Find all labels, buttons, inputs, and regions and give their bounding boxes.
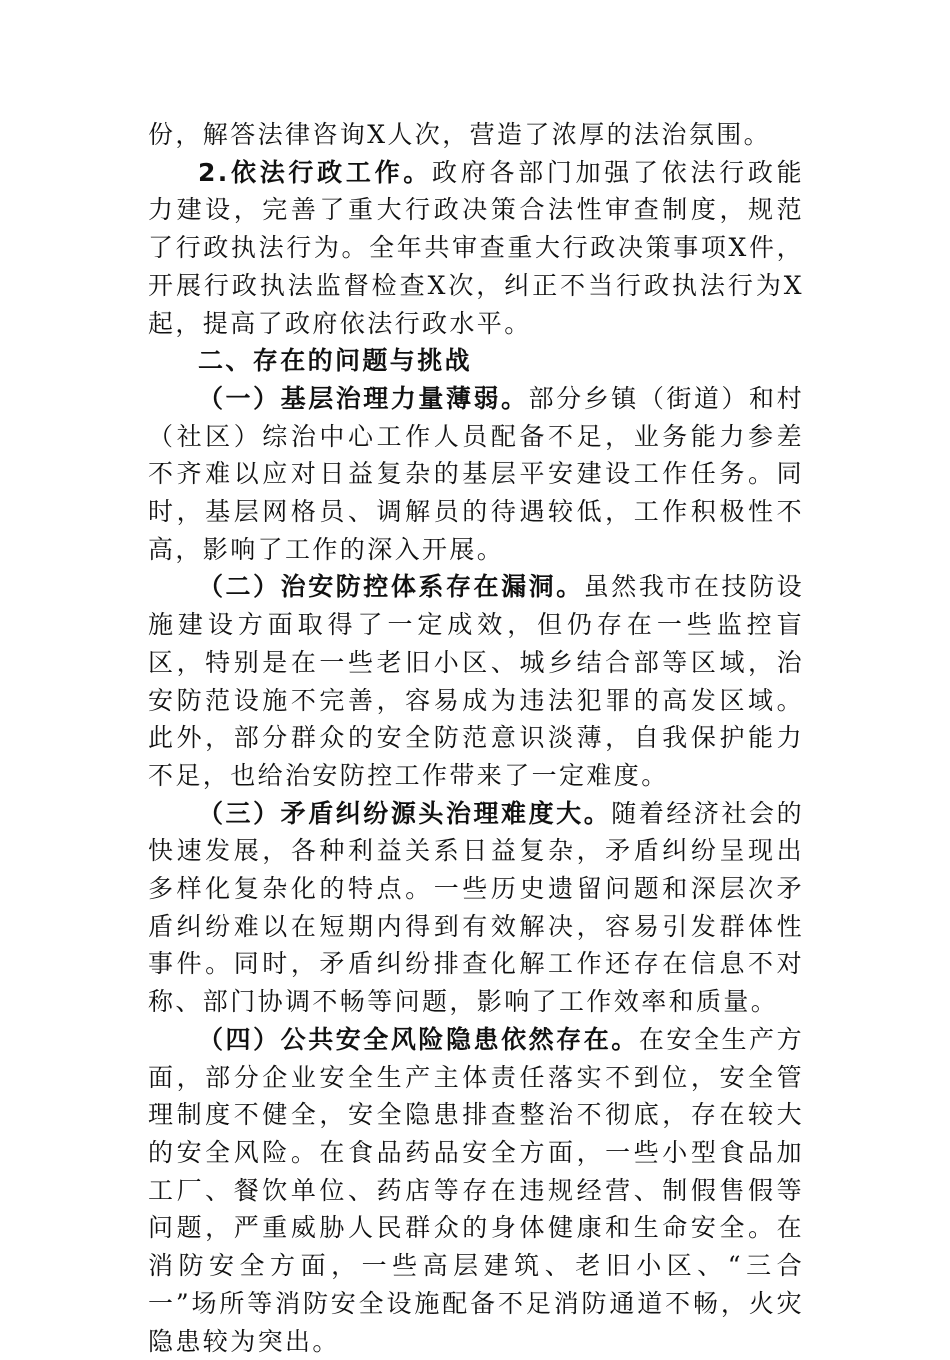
paragraph-text: 政府各部门加强了依法行政能力建设，完善了重大行政决策合法性审查制度，规范了行政执法行为。全年共审查重大行政决策事项X件，开展行政执法监督检查X次，纠正不当行政执法行为X起，提高了政府依法行政水平。 (148, 157, 804, 338)
paragraph-public-safety (148, 1021, 804, 1360)
section-heading: 二、存在的问题与挑战 (198, 346, 473, 376)
paragraph-lead: （三）矛盾纠纷源头治理难度大。 (198, 798, 612, 828)
paragraph-dispute-resolution (148, 795, 804, 1021)
paragraph-lead: （一）基层治理力量薄弱。 (198, 383, 529, 413)
document-body (148, 116, 804, 1360)
paragraph-law-administration (148, 154, 804, 343)
paragraph-text: 随着经济社会的快速发展，各种利益关系日益复杂，矛盾纠纷呈现出多样化复杂化的特点。一些历史遗留问题和深层次矛盾纠纷难以在短期内得到有效解决，容易引发群体性事件。同时，矛盾纠纷排查化解工作还存在信息不对称、部门协调不畅等问题，影响了工作效率和质量。 (148, 798, 804, 1017)
paragraph-lead: （四）公共安全风险隐患依然存在。 (198, 1024, 639, 1054)
paragraph-grassroots-governance (148, 380, 804, 569)
paragraph-text: 虽然我市在技防设施建设方面取得了一定成效，但仍存在一些监控盲区，特别是在一些老旧小区、城乡结合部等区域，治安防范设施不完善，容易成为违法犯罪的高发区域。此外，部分群众的安全防范意识淡薄，自我保护能力不足，也给治安防控工作带来了一定难度。 (148, 572, 804, 790)
paragraph-lead: （二）治安防控体系存在漏洞。 (198, 572, 584, 602)
paragraph-text: 在安全生产方面，部分企业安全生产主体责任落实不到位，安全管理制度不健全，安全隐患排查整治不彻底，存在较大的安全风险。在食品药品安全方面，一些小型食品加工厂、餐饮单位、药店等存在违规经营、制假售假等问题，严重威胁人民群众的身体健康和生命安全。在消防安全方面，一些高层建筑、老旧小区、“三合一”场所等消防安全设施配备不足消防通道不畅，火灾隐患较为突出。 (148, 1024, 805, 1356)
paragraph-security-system (148, 568, 804, 794)
paragraph-lead: 2.依法行政工作。 (198, 157, 433, 187)
paragraph-text: 份，解答法律咨询X人次，营造了浓厚的法治氛围。 (148, 120, 771, 149)
paragraph-text: 部分乡镇（街道）和村（社区）综治中心工作人员配备不足，业务能力参差不齐难以应对日益复杂的基层平安建设工作任务。同时，基层网格员、调解员的待遇较低，工作积极性不高，影响了工作的深入开展。 (148, 383, 804, 564)
paragraph-continued (148, 116, 804, 154)
